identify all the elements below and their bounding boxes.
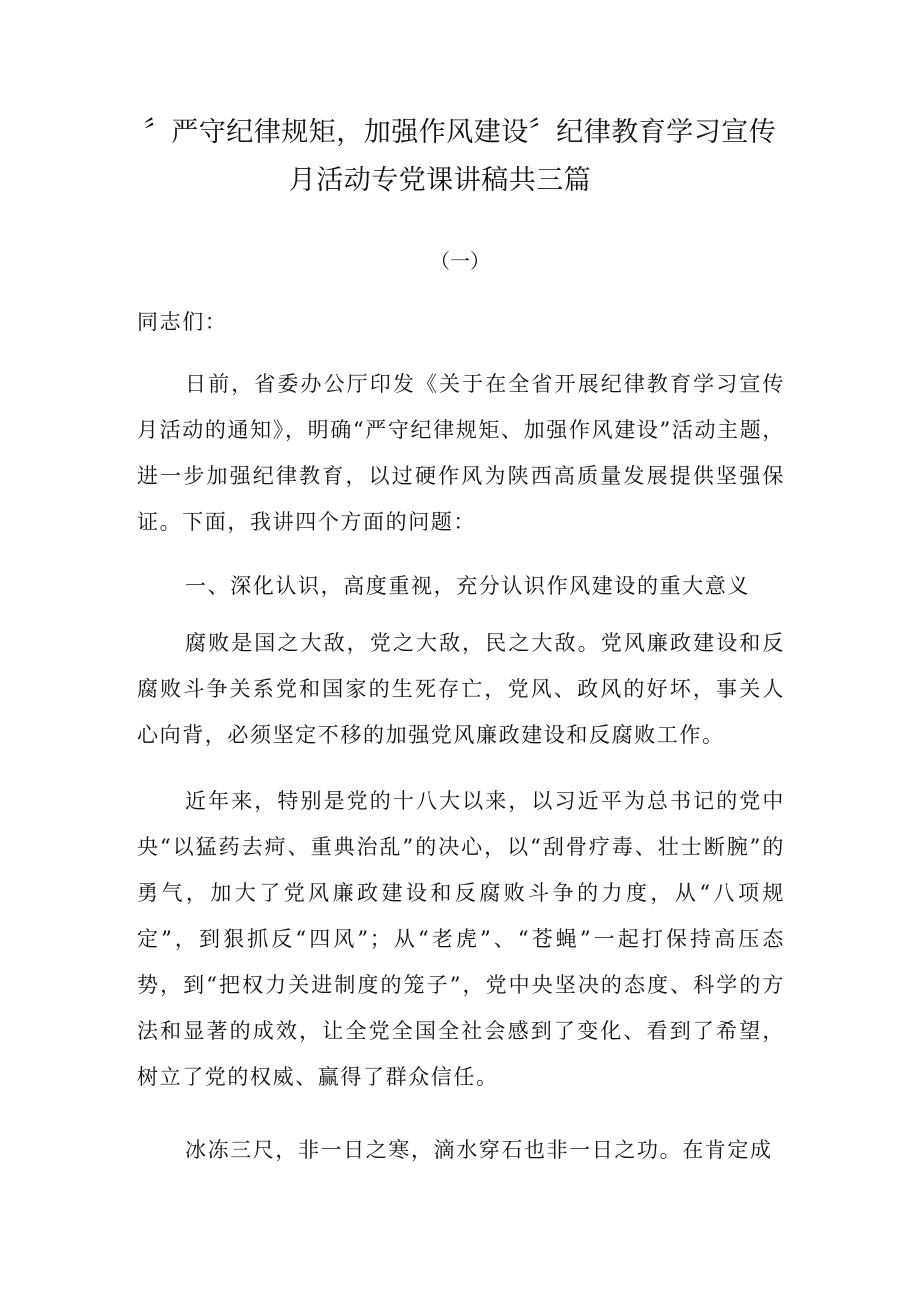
paragraph-ice: 冰冻三尺，非一日之寒，滴水穿石也非一日之功。在肯定成 [185,1138,773,1162]
document-title-line-2: 月活动专党课讲稿共三篇 [288,165,592,196]
section-number: （一） [430,249,490,273]
paragraph-recent-years: 近年来，特别是党的十八大以来，以习近平为总书记的党中央“以猛药去疴、重典治乱”的决心，以“刮骨疗毒、壮士断腕”的勇气，加大了党风廉政建设和反腐败斗争的力度，从“八项规定”，到狠抓反“四风”；从“老虎”、“苍蝇”一起打保持高压态势，到“把权力关进制度的笼子”，党中央坚决的态度、科学的方法和显著的成效，让全党全国全社会感到了变化、看到了希望，树立了党的权威、赢得了群众信任。 [137,789,785,1089]
paragraph-corruption: 腐败是国之大敌，党之大敌，民之大敌。党风廉政建设和反腐败斗争关系党和国家的生死存亡，党风、政风的好坏，事关人心向背，必须坚定不移的加强党风廉政建设和反腐败工作。 [137,631,785,747]
document-title-line-1: 〞严守纪律规矩，加强作风建设〞纪律教育学习宣传 [143,117,777,148]
paragraph-intro: 日前，省委办公厅印发《关于在全省开展纪律教育学习宣传月活动的通知》，明确“严守纪律规矩、加强作风建设”活动主题，进一步加强纪律教育，以过硬作风为陕西高质量发展提供坚强保证。下面，我讲四个方面的问题： [137,372,785,534]
salutation: 同志们： [137,310,228,334]
section-heading-1: 一、深化认识，高度重视，充分认识作风建设的重大意义 [185,574,750,598]
